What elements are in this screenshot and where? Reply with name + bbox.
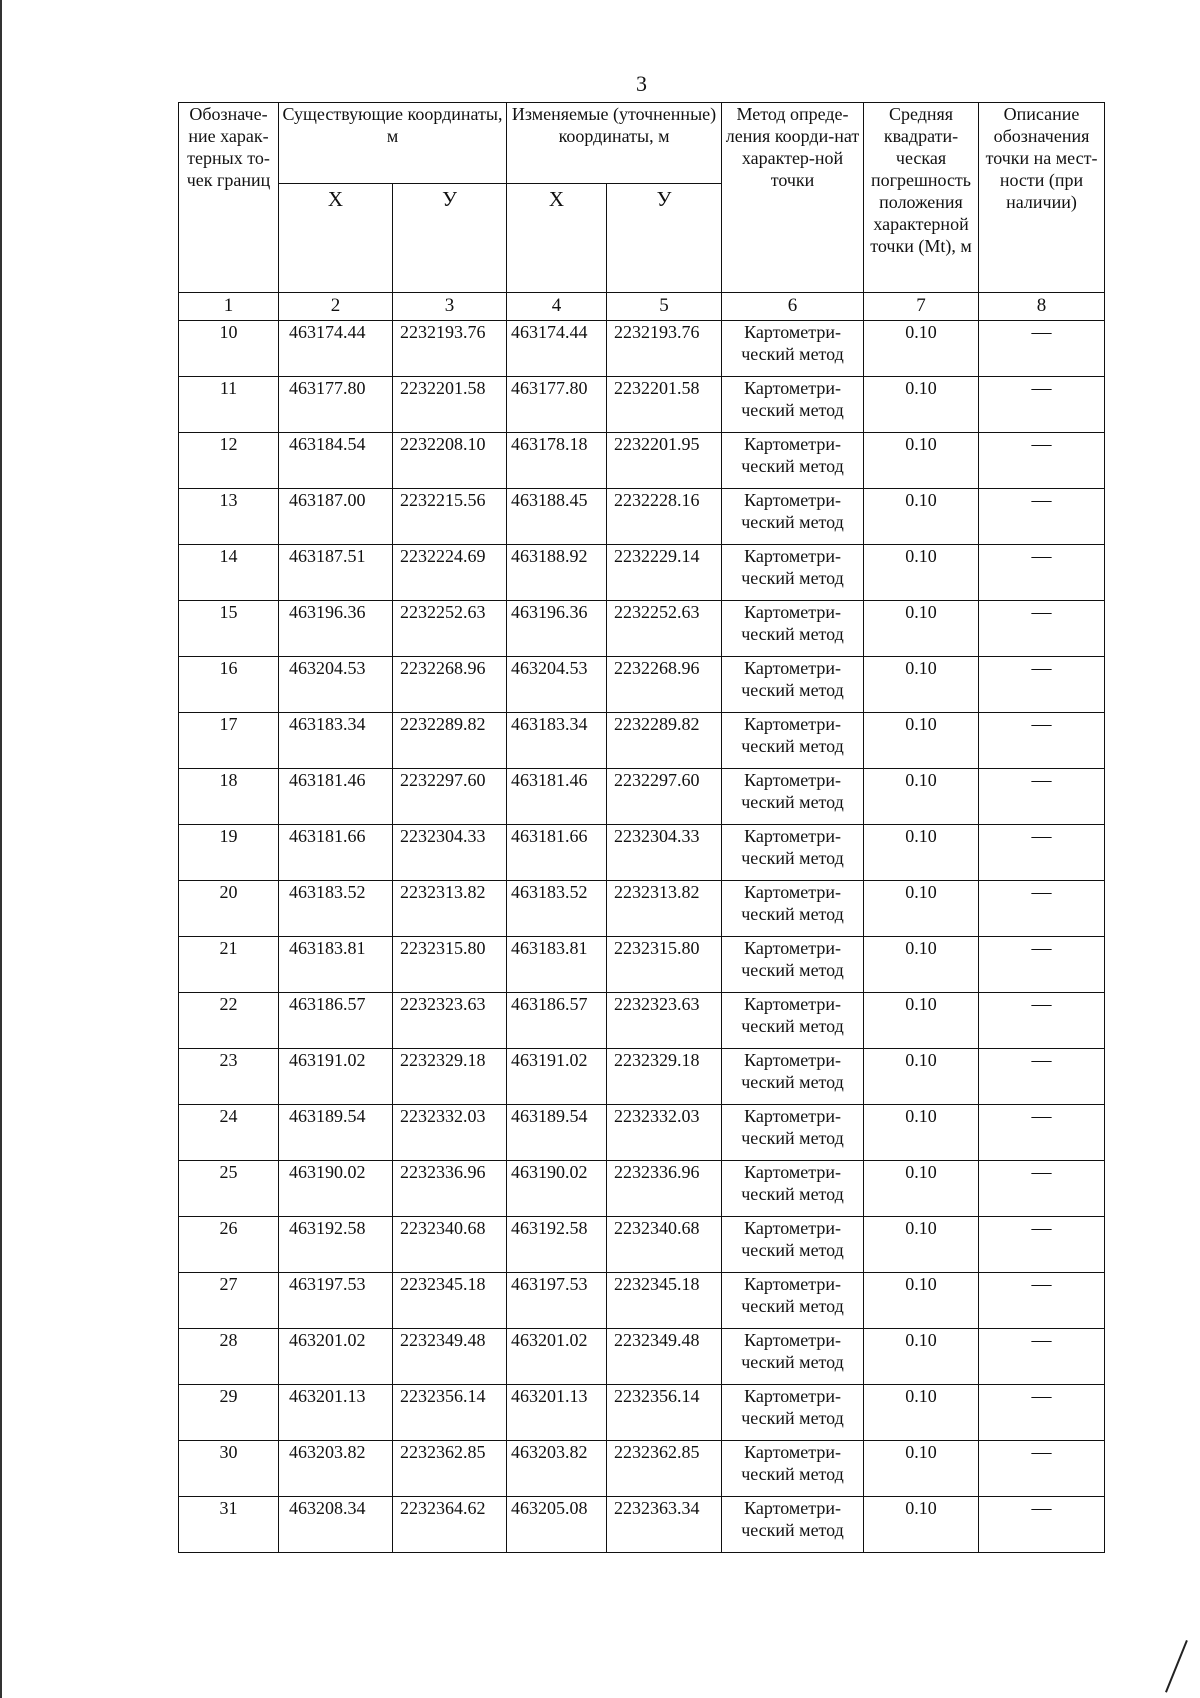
point-cell: 15 xyxy=(179,601,279,657)
point-cell: 26 xyxy=(179,1217,279,1273)
table-row xyxy=(179,825,1105,881)
existing-x-cell: 463181.66 xyxy=(279,825,393,881)
changed-y-cell: 2232252.63 xyxy=(607,601,722,657)
existing-x-cell: 463197.53 xyxy=(279,1273,393,1329)
changed-x-cell: 463178.18 xyxy=(507,433,607,489)
existing-y-cell: 2232193.76 xyxy=(393,321,507,377)
changed-x-cell: 463181.66 xyxy=(507,825,607,881)
method-cell: Картометри-ческий метод xyxy=(722,489,864,545)
existing-x-cell: 463201.13 xyxy=(279,1385,393,1441)
changed-x-cell: 463201.13 xyxy=(507,1385,607,1441)
changed-y-cell: 2232289.82 xyxy=(607,713,722,769)
table-row xyxy=(179,1049,1105,1105)
existing-y-cell: 2232313.82 xyxy=(393,881,507,937)
table-row xyxy=(179,713,1105,769)
changed-y-cell: 2232340.68 xyxy=(607,1217,722,1273)
existing-y-cell: 2232332.03 xyxy=(393,1105,507,1161)
table-row xyxy=(179,1329,1105,1385)
description-cell: — xyxy=(979,1385,1105,1441)
table-row xyxy=(179,1161,1105,1217)
existing-x-cell: 463183.52 xyxy=(279,881,393,937)
error-cell: 0.10 xyxy=(864,1161,979,1217)
table-row xyxy=(179,377,1105,433)
description-cell: — xyxy=(979,769,1105,825)
description-cell: — xyxy=(979,433,1105,489)
method-cell: Картометри-ческий метод xyxy=(722,1217,864,1273)
description-cell: — xyxy=(979,713,1105,769)
changed-y-cell: 2232345.18 xyxy=(607,1273,722,1329)
header-existing-coordinates: Существующие координаты, м xyxy=(279,103,507,184)
header-existing-x: Х xyxy=(279,184,393,293)
scan-left-edge xyxy=(0,0,2,1698)
existing-y-cell: 2232297.60 xyxy=(393,769,507,825)
error-cell: 0.10 xyxy=(864,937,979,993)
changed-x-cell: 463174.44 xyxy=(507,321,607,377)
existing-y-cell: 2232224.69 xyxy=(393,545,507,601)
table-row xyxy=(179,1441,1105,1497)
point-cell: 27 xyxy=(179,1273,279,1329)
existing-x-cell: 463191.02 xyxy=(279,1049,393,1105)
existing-x-cell: 463181.46 xyxy=(279,769,393,825)
changed-y-cell: 2232193.76 xyxy=(607,321,722,377)
existing-y-cell: 2232252.63 xyxy=(393,601,507,657)
description-cell: — xyxy=(979,321,1105,377)
point-cell: 25 xyxy=(179,1161,279,1217)
column-number: 6 xyxy=(722,293,864,321)
existing-y-cell: 2232268.96 xyxy=(393,657,507,713)
error-cell: 0.10 xyxy=(864,657,979,713)
method-cell: Картометри-ческий метод xyxy=(722,937,864,993)
method-cell: Картометри-ческий метод xyxy=(722,601,864,657)
table-row xyxy=(179,769,1105,825)
point-cell: 10 xyxy=(179,321,279,377)
point-cell: 11 xyxy=(179,377,279,433)
error-cell: 0.10 xyxy=(864,545,979,601)
description-cell: — xyxy=(979,825,1105,881)
description-cell: — xyxy=(979,993,1105,1049)
method-cell: Картометри-ческий метод xyxy=(722,1441,864,1497)
description-cell: — xyxy=(979,601,1105,657)
changed-x-cell: 463183.81 xyxy=(507,937,607,993)
error-cell: 0.10 xyxy=(864,377,979,433)
existing-y-cell: 2232336.96 xyxy=(393,1161,507,1217)
error-cell: 0.10 xyxy=(864,825,979,881)
header-existing-y: У xyxy=(393,184,507,293)
changed-x-cell: 463190.02 xyxy=(507,1161,607,1217)
changed-x-cell: 463177.80 xyxy=(507,377,607,433)
point-cell: 17 xyxy=(179,713,279,769)
changed-y-cell: 2232201.95 xyxy=(607,433,722,489)
changed-x-cell: 463186.57 xyxy=(507,993,607,1049)
header-changed-coordinates: Изменяемые (уточненные) координаты, м xyxy=(507,103,722,184)
description-cell: — xyxy=(979,1217,1105,1273)
existing-x-cell: 463187.00 xyxy=(279,489,393,545)
column-number: 1 xyxy=(179,293,279,321)
existing-x-cell: 463190.02 xyxy=(279,1161,393,1217)
existing-x-cell: 463192.58 xyxy=(279,1217,393,1273)
changed-y-cell: 2232332.03 xyxy=(607,1105,722,1161)
existing-x-cell: 463187.51 xyxy=(279,545,393,601)
table-row xyxy=(179,993,1105,1049)
changed-x-cell: 463201.02 xyxy=(507,1329,607,1385)
description-cell: — xyxy=(979,937,1105,993)
point-cell: 30 xyxy=(179,1441,279,1497)
table-row xyxy=(179,433,1105,489)
method-cell: Картометри-ческий метод xyxy=(722,545,864,601)
error-cell: 0.10 xyxy=(864,1385,979,1441)
point-cell: 21 xyxy=(179,937,279,993)
method-cell: Картометри-ческий метод xyxy=(722,1385,864,1441)
existing-y-cell: 2232215.56 xyxy=(393,489,507,545)
table-row xyxy=(179,881,1105,937)
method-cell: Картометри-ческий метод xyxy=(722,1329,864,1385)
method-cell: Картометри-ческий метод xyxy=(722,825,864,881)
point-cell: 19 xyxy=(179,825,279,881)
error-cell: 0.10 xyxy=(864,321,979,377)
description-cell: — xyxy=(979,489,1105,545)
error-cell: 0.10 xyxy=(864,769,979,825)
header-method: Метод опреде-ления коорди-нат характер-ной точки xyxy=(722,103,864,293)
existing-x-cell: 463186.57 xyxy=(279,993,393,1049)
table-row xyxy=(179,937,1105,993)
point-cell: 16 xyxy=(179,657,279,713)
column-number: 3 xyxy=(393,293,507,321)
changed-y-cell: 2232229.14 xyxy=(607,545,722,601)
table-row xyxy=(179,489,1105,545)
method-cell: Картометри-ческий метод xyxy=(722,1105,864,1161)
boundary-points-table xyxy=(178,102,1105,1553)
description-cell: — xyxy=(979,1049,1105,1105)
existing-y-cell: 2232345.18 xyxy=(393,1273,507,1329)
changed-y-cell: 2232201.58 xyxy=(607,377,722,433)
table-row xyxy=(179,1217,1105,1273)
existing-x-cell: 463203.82 xyxy=(279,1441,393,1497)
table-row xyxy=(179,1105,1105,1161)
changed-y-cell: 2232356.14 xyxy=(607,1385,722,1441)
table-body xyxy=(179,321,1105,1553)
method-cell: Картометри-ческий метод xyxy=(722,1049,864,1105)
error-cell: 0.10 xyxy=(864,1217,979,1273)
point-cell: 23 xyxy=(179,1049,279,1105)
column-number-row xyxy=(179,293,1105,321)
error-cell: 0.10 xyxy=(864,713,979,769)
changed-y-cell: 2232362.85 xyxy=(607,1441,722,1497)
point-cell: 24 xyxy=(179,1105,279,1161)
error-cell: 0.10 xyxy=(864,1497,979,1553)
existing-x-cell: 463183.34 xyxy=(279,713,393,769)
changed-x-cell: 463196.36 xyxy=(507,601,607,657)
error-cell: 0.10 xyxy=(864,1441,979,1497)
table-row xyxy=(179,601,1105,657)
existing-y-cell: 2232315.80 xyxy=(393,937,507,993)
existing-y-cell: 2232340.68 xyxy=(393,1217,507,1273)
changed-x-cell: 463183.52 xyxy=(507,881,607,937)
error-cell: 0.10 xyxy=(864,489,979,545)
error-cell: 0.10 xyxy=(864,601,979,657)
table-row xyxy=(179,1497,1105,1553)
error-cell: 0.10 xyxy=(864,1273,979,1329)
description-cell: — xyxy=(979,545,1105,601)
existing-y-cell: 2232201.58 xyxy=(393,377,507,433)
existing-x-cell: 463183.81 xyxy=(279,937,393,993)
point-cell: 18 xyxy=(179,769,279,825)
existing-x-cell: 463174.44 xyxy=(279,321,393,377)
method-cell: Картометри-ческий метод xyxy=(722,713,864,769)
header-changed-y: У xyxy=(607,184,722,293)
existing-y-cell: 2232304.33 xyxy=(393,825,507,881)
changed-x-cell: 463189.54 xyxy=(507,1105,607,1161)
changed-x-cell: 463181.46 xyxy=(507,769,607,825)
table-row xyxy=(179,545,1105,601)
error-cell: 0.10 xyxy=(864,1049,979,1105)
column-number: 5 xyxy=(607,293,722,321)
changed-x-cell: 463188.92 xyxy=(507,545,607,601)
point-cell: 13 xyxy=(179,489,279,545)
method-cell: Картометри-ческий метод xyxy=(722,769,864,825)
existing-x-cell: 463208.34 xyxy=(279,1497,393,1553)
existing-x-cell: 463196.36 xyxy=(279,601,393,657)
method-cell: Картометри-ческий метод xyxy=(722,657,864,713)
column-number: 4 xyxy=(507,293,607,321)
method-cell: Картометри-ческий метод xyxy=(722,881,864,937)
changed-x-cell: 463205.08 xyxy=(507,1497,607,1553)
existing-y-cell: 2232323.63 xyxy=(393,993,507,1049)
existing-y-cell: 2232289.82 xyxy=(393,713,507,769)
error-cell: 0.10 xyxy=(864,1105,979,1161)
description-cell: — xyxy=(979,881,1105,937)
column-number: 2 xyxy=(279,293,393,321)
column-number: 7 xyxy=(864,293,979,321)
table-row xyxy=(179,1385,1105,1441)
existing-y-cell: 2232329.18 xyxy=(393,1049,507,1105)
description-cell: — xyxy=(979,1497,1105,1553)
changed-y-cell: 2232329.18 xyxy=(607,1049,722,1105)
changed-x-cell: 463204.53 xyxy=(507,657,607,713)
changed-x-cell: 463192.58 xyxy=(507,1217,607,1273)
existing-y-cell: 2232349.48 xyxy=(393,1329,507,1385)
column-number: 8 xyxy=(979,293,1105,321)
point-cell: 31 xyxy=(179,1497,279,1553)
method-cell: Картометри-ческий метод xyxy=(722,1273,864,1329)
method-cell: Картометри-ческий метод xyxy=(722,433,864,489)
changed-y-cell: 2232297.60 xyxy=(607,769,722,825)
description-cell: — xyxy=(979,1329,1105,1385)
description-cell: — xyxy=(979,1161,1105,1217)
changed-x-cell: 463183.34 xyxy=(507,713,607,769)
changed-x-cell: 463203.82 xyxy=(507,1441,607,1497)
header-point: Обозначе-ние харак-терных то-чек границ xyxy=(179,103,279,293)
method-cell: Картометри-ческий метод xyxy=(722,1497,864,1553)
changed-x-cell: 463188.45 xyxy=(507,489,607,545)
description-cell: — xyxy=(979,657,1105,713)
existing-y-cell: 2232364.62 xyxy=(393,1497,507,1553)
changed-y-cell: 2232315.80 xyxy=(607,937,722,993)
existing-x-cell: 463184.54 xyxy=(279,433,393,489)
changed-x-cell: 463197.53 xyxy=(507,1273,607,1329)
point-cell: 22 xyxy=(179,993,279,1049)
scan-corner-mark xyxy=(1165,1640,1188,1693)
existing-x-cell: 463177.80 xyxy=(279,377,393,433)
method-cell: Картометри-ческий метод xyxy=(722,993,864,1049)
table-row xyxy=(179,657,1105,713)
description-cell: — xyxy=(979,377,1105,433)
existing-x-cell: 463204.53 xyxy=(279,657,393,713)
changed-y-cell: 2232268.96 xyxy=(607,657,722,713)
point-cell: 29 xyxy=(179,1385,279,1441)
header-changed-x: Х xyxy=(507,184,607,293)
existing-y-cell: 2232208.10 xyxy=(393,433,507,489)
table-row xyxy=(179,321,1105,377)
description-cell: — xyxy=(979,1273,1105,1329)
header-error: Средняя квадрати-ческая погрешность положения характерной точки (Mt), м xyxy=(864,103,979,293)
existing-x-cell: 463201.02 xyxy=(279,1329,393,1385)
changed-y-cell: 2232304.33 xyxy=(607,825,722,881)
existing-y-cell: 2232362.85 xyxy=(393,1441,507,1497)
page-number: 3 xyxy=(636,71,647,96)
changed-y-cell: 2232228.16 xyxy=(607,489,722,545)
changed-x-cell: 463191.02 xyxy=(507,1049,607,1105)
error-cell: 0.10 xyxy=(864,1329,979,1385)
changed-y-cell: 2232323.63 xyxy=(607,993,722,1049)
changed-y-cell: 2232313.82 xyxy=(607,881,722,937)
description-cell: — xyxy=(979,1105,1105,1161)
point-cell: 14 xyxy=(179,545,279,601)
changed-y-cell: 2232349.48 xyxy=(607,1329,722,1385)
changed-y-cell: 2232363.34 xyxy=(607,1497,722,1553)
description-cell: — xyxy=(979,1441,1105,1497)
method-cell: Картометри-ческий метод xyxy=(722,377,864,433)
header-description: Описание обозначения точки на мест-ности (при наличии) xyxy=(979,103,1105,293)
table-row xyxy=(179,1273,1105,1329)
error-cell: 0.10 xyxy=(864,993,979,1049)
error-cell: 0.10 xyxy=(864,881,979,937)
error-cell: 0.10 xyxy=(864,433,979,489)
point-cell: 28 xyxy=(179,1329,279,1385)
existing-y-cell: 2232356.14 xyxy=(393,1385,507,1441)
point-cell: 20 xyxy=(179,881,279,937)
header-row xyxy=(179,103,1105,184)
existing-x-cell: 463189.54 xyxy=(279,1105,393,1161)
method-cell: Картометри-ческий метод xyxy=(722,1161,864,1217)
changed-y-cell: 2232336.96 xyxy=(607,1161,722,1217)
method-cell: Картометри-ческий метод xyxy=(722,321,864,377)
point-cell: 12 xyxy=(179,433,279,489)
